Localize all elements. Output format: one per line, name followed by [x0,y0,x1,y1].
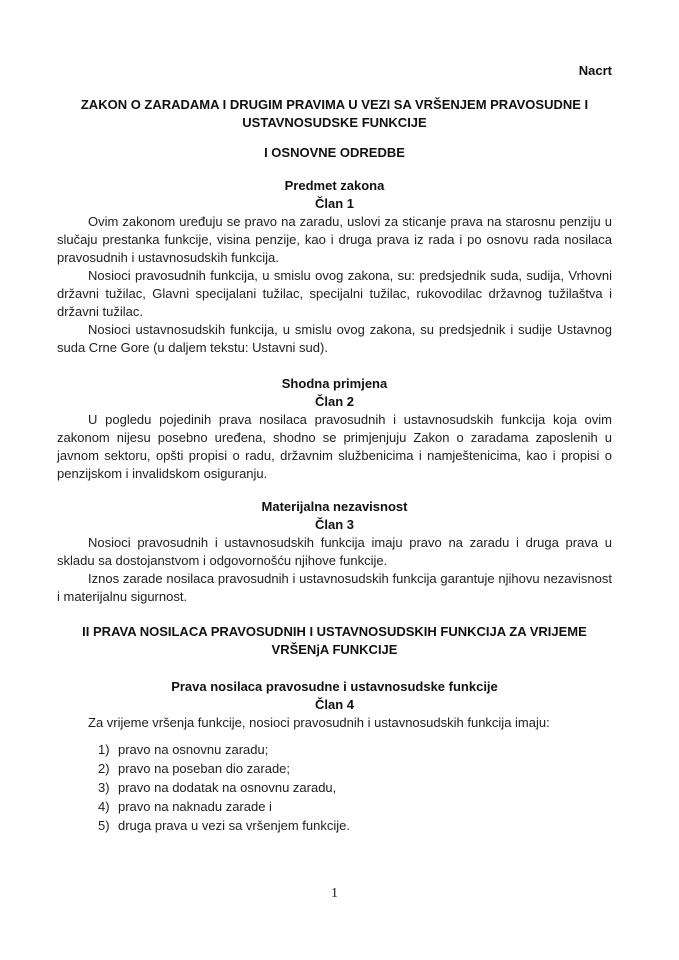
list-item-4-text: pravo na naknadu zarade i [118,799,272,814]
list-item-2 [98,759,612,778]
list-item-4-number: 4) [98,799,110,814]
article-1-paragraph-1: Ovim zakonom uređuju se pravo na zaradu, uslovi za sticanje prava na starosnu penziju u slučaju prestanka funkcije, visina penzije, kao i druga prava iz rada i po osnovu rada nosilaca pravosudnih i ustavnosudskih funkcija. [57,214,612,265]
list-item-2-text: pravo na poseban dio zarade; [118,761,291,776]
article-1-heading [57,177,612,213]
article-3-paragraph-1: Nosioci pravosudnih i ustavnosudskih funkcija imaju pravo na zaradu i druga prava u skladu sa dostojanstvom i odgovornošću njihove funkcije. [57,535,612,568]
part-2-heading-line-1: II PRAVA NOSILACA PRAVOSUDNIH I USTAVNOSUDSKIH FUNKCIJA ZA VRIJEME [82,624,587,639]
article-3-heading [57,498,612,534]
article-2-paragraph-1: U pogledu pojedinih prava nosilaca pravosudnih i ustavnosudskih funkcija koja ovim zakonom nijesu posebno uređena, shodno se primjenjuju Zakon o zaradama zaposlenih u javnom sektoru, opšti propisi o radu, državnim službenicima i namještenicima, kao i propisi o penzijskom i invalidskom osiguranju. [57,412,612,481]
article-4 [57,678,612,835]
part-2-heading [57,623,612,659]
article-4-heading [57,678,612,714]
article-1-subject: Predmet zakona [284,178,385,193]
list-item-1-text: pravo na osnovnu zaradu; [118,742,269,757]
document-title-line-1: ZAKON O ZARADAMA I DRUGIM PRAVIMA U VEZI SA VRŠENJEM PRAVOSUDNE I [80,97,589,112]
article-2-subject: Shodna primjena [281,376,388,391]
draft-label: Nacrt [578,63,612,78]
list-item-3 [98,778,612,797]
document-title [57,96,612,132]
article-2-label: Član 2 [314,394,354,409]
article-4-subject: Prava nosilaca pravosudne i ustavnosudske funkcije [171,679,498,694]
article-1 [57,177,612,357]
list-item-5-text: druga prava u vezi sa vršenjem funkcije. [118,818,350,833]
list-item-1-number: 1) [98,742,110,757]
article-3-label: Član 3 [314,517,354,532]
list-item-5-number: 5) [98,818,110,833]
page-number: 1 [331,886,338,901]
part-1-heading: I OSNOVNE ODREDBE [264,145,405,160]
article-4-label: Član 4 [314,697,354,712]
article-3-subject: Materijalna nezavisnost [261,499,408,514]
article-3 [57,498,612,606]
article-1-paragraph-2: Nosioci pravosudnih funkcija, u smislu ovog zakona, su: predsjednik suda, sudija, Vrhovni državni tužilac, Glavni specijalani tužilac, specijalni tužilac, rukovodilac državnog tužilaštva i državni tužilac. [57,268,612,319]
part-2-heading-line-2: VRŠENjA FUNKCIJE [271,642,398,657]
list-item-1 [98,740,612,759]
list-item-3-text: pravo na dodatak na osnovnu zaradu, [118,780,337,795]
document-title-line-2: USTAVNOSUDSKE FUNKCIJE [242,115,427,130]
article-2 [57,375,612,483]
list-item-5 [98,816,612,835]
list-item-2-number: 2) [98,761,110,776]
list-item-3-number: 3) [98,780,110,795]
article-4-intro-paragraph: Za vrijeme vršenja funkcije, nosioci pravosudnih i ustavnosudskih funkcija imaju: [88,715,550,730]
article-3-paragraph-2: Iznos zarade nosilaca pravosudnih i ustavnosudskih funkcija garantuje njihovu nezavisnost i materijalnu sigurnost. [57,571,612,604]
list-item-4 [98,797,612,816]
article-1-label: Član 1 [314,196,354,211]
rights-list [98,740,612,835]
article-1-paragraph-3: Nosioci ustavnosudskih funkcija, u smislu ovog zakona, su predsjednik i sudije Ustavnog suda Crne Gore (u daljem tekstu: Ustavni sud). [57,322,612,355]
article-2-heading [57,375,612,411]
